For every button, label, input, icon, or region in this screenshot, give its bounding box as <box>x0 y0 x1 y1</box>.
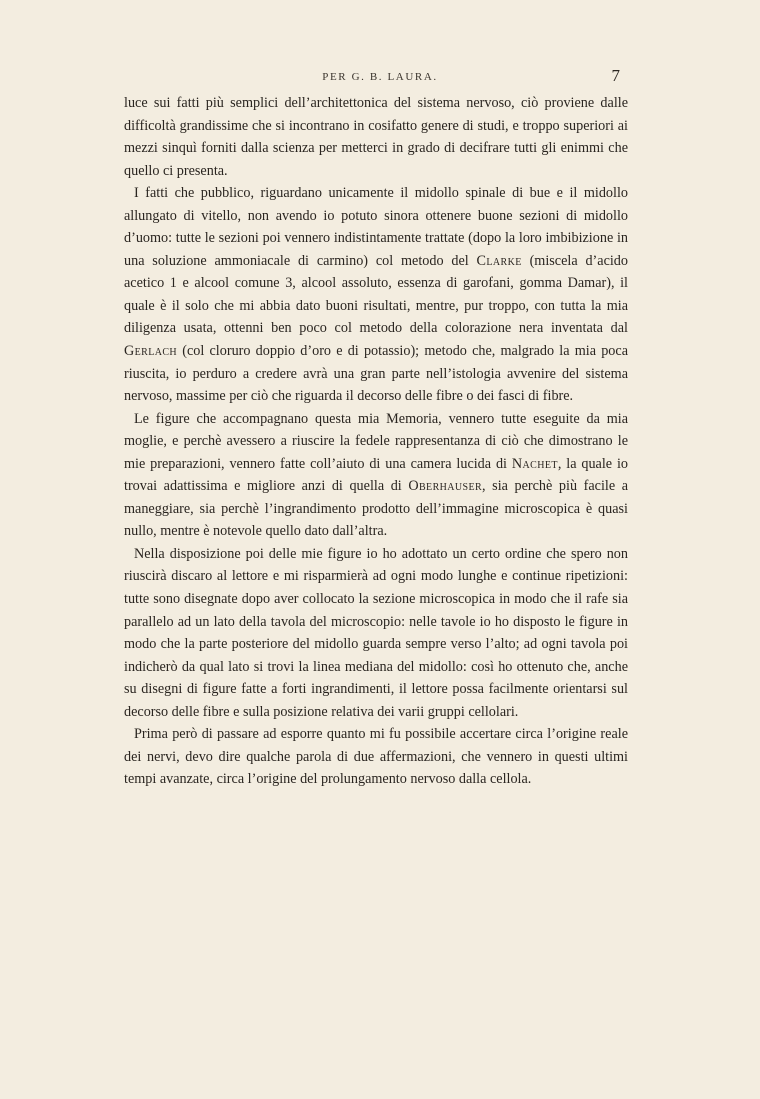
page-number: 7 <box>611 66 620 85</box>
body-text <box>124 92 628 791</box>
author-name: Gerlach <box>124 343 178 360</box>
paragraph <box>124 408 628 543</box>
text-run: I fatti che pubblico, riguardano unicamente il midollo spinale di bue e il midollo allungato di vitello, non avendo io potuto sinora ottenere buone sezioni di midollo d’uomo: tutte le sezioni poi vennero indistintamente trattate (dopo la loro imbibizione in una soluzione ammoniacale di carmino) col metodo del <box>124 185 628 269</box>
author-name: Clarke <box>476 252 522 269</box>
text-run: Nella disposizione poi delle mie figure io ho adottato un certo ordine che spero non riuscirà discaro al lettore e mi risparmierà ad ogni modo lunghe e continue ripetizioni: tutte sono disegnate dopo aver collocato la sezione microscopica in modo che il rafe sia parallelo ad un lato della tavola del microscopio: nelle tavole io ho disposto le figure in modo che la parte posteriore del midollo guarda sempre verso l’alto; ad ogni tavola poi indicherò da qual lato si trovi la linea mediana del midollo: così ho ottenuto che, anche su disegni di figure fatte a forti ingrandimenti, il lettore possa facilmente orientarsi sul decorso delle fibre e sulla posizione relativa dei varii gruppi cellolari. <box>124 545 628 720</box>
text-run: luce sui fatti più semplici dell’architettonica del sistema nervoso, ciò proviene dalle difficoltà grandissime che si incontrano in cosifatto genere di studi, e troppo superiori ai mezzi sinquì forniti dalla scienza per metterci in grado di decifrare tutti gli enimmi che quello ci presenta. <box>124 95 628 179</box>
text-run: (miscela d’acido acetico 1 e alcool comune 3, alcool assoluto, essenza di garofani, gomma Damar), il quale è il solo che mi abbia dato buoni risultati, mentre, pur troppo, con tutta la mia diligenza usata, ottenni ben poco col metodo della colorazione nera inventata dal <box>124 252 628 337</box>
text-run: Le figure che accompagnano questa mia Memoria, vennero tutte eseguite da mia moglie, e perchè avessero a riuscire la fedele rappresentanza di ciò che dimostrano le mie preparazioni, vennero fatte coll’aiuto di una camera lucida di <box>124 410 628 472</box>
paragraph <box>124 92 628 182</box>
text-run: (col cloruro doppio d’oro e di potassio); metodo che, malgrado la mia poca riuscita, io perduro a credere avrà una gran parte nell’istologia avvenire del sistema nervoso, massime per ciò che riguarda il decorso delle fibre o dei fasci di fibre. <box>124 343 628 405</box>
paragraph <box>124 182 628 407</box>
text-run: , la quale io trovai adattissima e migliore anzi di quella di <box>124 455 628 495</box>
text-run: , sia perchè più facile a maneggiare, sia perchè l’ingrandimento prodotto dell’immagine microscopica è quasi nullo, mentre è notevole quello dato dall’altra. <box>124 478 629 540</box>
running-header: PER G. B. LAURA. <box>322 71 438 83</box>
paragraph <box>124 543 628 723</box>
paragraph <box>124 723 628 791</box>
author-name: Nachet <box>511 455 558 472</box>
text-run: Prima però di passare ad esporre quanto mi fu possibile accertare circa l’origine reale dei nervi, devo dire qualche parola di due affermazioni, che vennero in questi ultimi tempi avanzate, circa l’origine del prolungamento nervoso dalla cellola. <box>124 726 628 788</box>
author-name: Oberhauser <box>408 478 483 495</box>
